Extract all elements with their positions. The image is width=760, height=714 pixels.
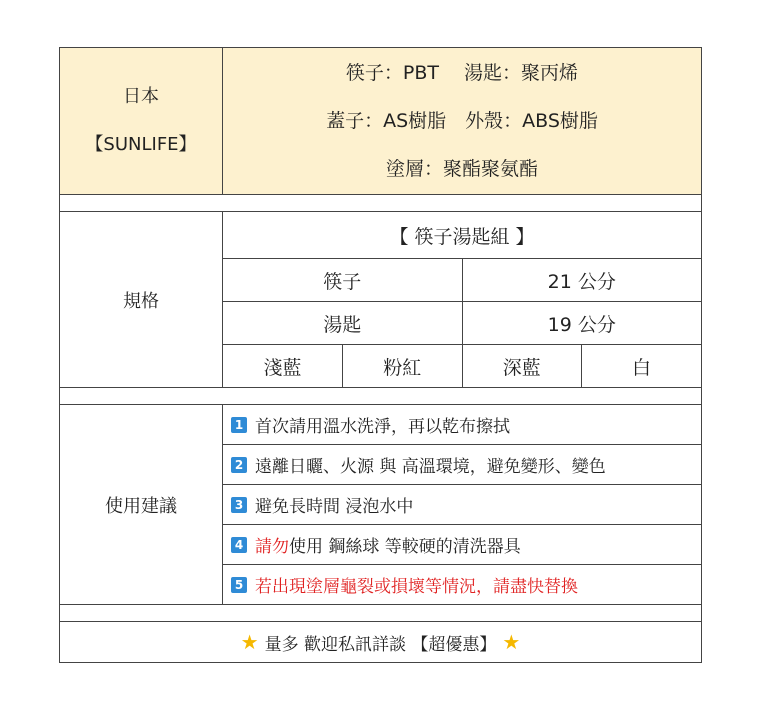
usage-label: 使用建議 — [60, 405, 223, 605]
product-info-sheet — [59, 47, 702, 663]
usage-tips-table — [223, 405, 701, 604]
brand-row — [60, 48, 702, 195]
tip-warning-text: 請勿 — [255, 537, 289, 557]
number-badge-icon: 2 — [231, 457, 247, 473]
number-badge-icon: 1 — [231, 417, 247, 433]
tip-text: 首次請用溫水洗淨，再以乾布擦拭 — [255, 417, 510, 437]
material-line-3: 塗層：聚酯聚氨酯 — [385, 158, 538, 180]
brand-name: 【SUNLIFE】 — [85, 134, 197, 155]
star-icon: ★ — [240, 630, 259, 654]
number-badge-icon: 3 — [231, 497, 247, 513]
tip-item — [223, 405, 701, 445]
spec-item: 筷子 — [223, 259, 462, 302]
brand-cell — [60, 48, 223, 195]
footer-text: 量多 歡迎私訊詳談 【超優惠】 — [264, 634, 497, 655]
tip-text: 若出現塗層龜裂或損壞等情況，請盡快替換 — [255, 577, 578, 597]
materials-cell — [223, 48, 702, 195]
spec-item: 湯匙 — [223, 302, 462, 345]
spec-label: 規格 — [60, 212, 223, 388]
tip-item — [223, 525, 701, 565]
usage-cell — [223, 405, 702, 605]
usage-row — [60, 405, 702, 605]
footer-row — [60, 622, 702, 663]
spec-length: 21 公分 — [462, 259, 701, 302]
tip-text: 使用 鋼絲球 等較硬的清洗器具 — [289, 537, 521, 557]
tip-item — [223, 565, 701, 605]
material-line-2: 蓋子：AS樹脂 外殼：ABS樹脂 — [326, 110, 598, 132]
spec-row-spoon — [223, 302, 701, 345]
tip-text: 避免長時間 浸泡水中 — [255, 497, 414, 517]
brand-country: 日本 — [123, 86, 159, 107]
spacer-row — [60, 605, 702, 622]
star-icon: ★ — [502, 630, 521, 654]
spec-row-chopsticks — [223, 259, 701, 302]
spacer-row — [60, 195, 702, 212]
color-option: 白 — [582, 345, 702, 388]
spec-length: 19 公分 — [462, 302, 701, 345]
color-option: 深藍 — [462, 345, 582, 388]
spec-color-row — [223, 345, 701, 388]
tip-item — [223, 445, 701, 485]
color-option: 淺藍 — [263, 356, 302, 379]
tip-item — [223, 485, 701, 525]
spec-cell — [223, 212, 702, 388]
number-badge-icon: 5 — [231, 577, 247, 593]
spec-table — [223, 212, 701, 387]
number-badge-icon: 4 — [231, 537, 247, 553]
footer-cell — [60, 622, 702, 663]
spec-set-title: 【 筷子湯匙組 】 — [223, 212, 701, 259]
color-option: 粉紅 — [343, 345, 463, 388]
material-line-1: 筷子：PBT 湯匙：聚丙烯 — [345, 62, 579, 84]
spacer-row — [60, 388, 702, 405]
tip-text: 遠離日曬、火源 與 高溫環境，避免變形、變色 — [255, 457, 606, 477]
spec-row — [60, 212, 702, 388]
